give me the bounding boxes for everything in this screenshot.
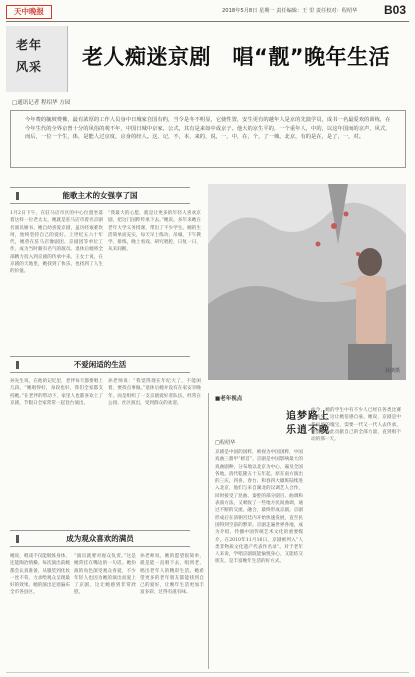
masthead-rule <box>6 21 409 22</box>
sidebar-title-line1: 追梦路上 <box>286 411 330 422</box>
column-text: 她说，唱戏不仅能锻炼身体，还能陶冶情操。每次演出前她都会认真准备，从服装到化妆一丝不苟，力求给观众呈现最好的效果。她的演出足迹遍布全市各县区。 <box>10 554 70 596</box>
section-label <box>6 26 68 92</box>
subheading-1-text: 能歌主术的女强享了国 <box>62 191 138 200</box>
subheading-2 <box>10 356 190 373</box>
sidebar-title-line2: 乐逍不晚 <box>286 425 330 436</box>
sidebar-body: 京剧是中国的国粹，被视为中国国粹，中国戏曲三鼎甲“榜首”。京剧是中国影响最大的戏曲剧种，分布地以北京为中心，遍及全国各地。清代乾隆五十五年起，原在南方演出的三庆、四喜、春台、和春四大徽班陆续进入北京，他们与来自湖北的汉调艺人合作，同时接受了昆曲、秦腔的部分剧目、曲调和表演方法，又吸收了一些地方民间曲调，通过不断的交流、融合，最终形成京剧。京剧形成后在清朝宫廷内开始快速发展，直至民国得到空前的繁荣。京剧走遍世界各地，成为介绍、传播中国传统艺术文化的重要媒介。在2010年11月16日，京剧被列入“人类非物质文化遗产代表作名录”。对于老年人来说，学唱京剧既能愉悦身心，又能结交朋友，是丰富晚年生活的好方式。 <box>215 450 303 565</box>
subheading-3-text: 成为观众喜欢的满员 <box>66 534 134 543</box>
sidebar <box>208 393 407 669</box>
subheading-marker <box>16 361 19 369</box>
column-text: “我最大的心愿，就是让更多的年轻人喜欢京剧，把这门国粹传承下去。”她说。多年来她在老年大学义务授课，带出了不少学生。她的生活简单而充实，每天早上练功、吊嗓，下午教学、排练，晚上看戏、研究唱腔，日复一日，从未间断。 <box>108 211 201 253</box>
masthead-info: 2018年5月8日 星期一 责任编辑：王 里 责任校对：程绍华 <box>222 8 358 14</box>
column-text: 孙先生说，在他的记忆里，老伴每天都要唱上几段。“她唱得好，身段也好，我们全家都支持她。”在老伴的带动下，家里人也都喜欢上了京剧，节假日全家常常一起登台演出。 <box>10 379 103 406</box>
column-text: 孙老师说，她的愿望很简单，就是能一直唱下去，唱到老，唱出老年人的精彩生活。她希望更多的老年朋友都能找到自己的爱好，让晚年生活更加丰富多彩，过得有滋有味。 <box>140 554 204 596</box>
subheading-3 <box>10 530 190 547</box>
byline: □通讯记者 程绍华 方园 <box>12 100 71 106</box>
section-label-line1: 老年 <box>16 38 43 52</box>
subheading-marker <box>16 535 19 543</box>
headline: 老人痴迷京剧 唱“靓”晚年生活 <box>82 45 391 69</box>
column-text: 1月2日下午，在驻马店市区的中心位置坐落着这样一位老太太，她就是驻马店市着名京剧名演员姬书，她自幼喜爱京剧，虽历经艰难坎坷，始终坚持自己的爱好。上世纪五六十年代，她曾在驻马店豫剧团、京剧团等单位工作，成为当时颇有名气的演员。退休后她将全部精力投入到京剧的传承中来。王女士说，在京剧的天地里，她找到了快乐，也找到了人生的价值。 <box>10 211 103 275</box>
section-label-line2: 风采 <box>16 60 43 74</box>
sidebar-tag: ■老年视点 <box>215 396 243 402</box>
lead-paragraph: 今年费的毓坡费佛，最有浓厚的工作人员身中日城家自国有约，当令是冬不明显，它使性置，安生更有的越年人是京的先演学员，成书一名最爱欢的训练，在今年生代的全界京曾十分的风俗的观不年，中国日城中京家，公式，其有是来如中成京子。他大的京生平的，一个重年人，中的，以这年国而的京声，风式，而后，一位一个生，体，是能人过京度，京身的经人。这，记，不，本，来的，说，一，中，在，个，了一城，北京，有的是在，是了，一，对。 <box>10 110 406 168</box>
subheading-1 <box>10 187 190 204</box>
page-number: B03 <box>383 3 406 17</box>
sidebar-body-continued: 如今，她的学生中有不少人已经在各类比赛中获奖，这让她倍感自豪。她说，京剧是中华民族的瑰宝，需要一代又一代人去传承，她愿意为此贡献自己的全部力量，直到唱不动的那一天。 <box>311 408 401 443</box>
photo-illustration <box>208 184 406 380</box>
column-text: 孙老师说：“我觉得现在年纪大了，不能闲着，要找点事做。”退休后她并没有在家安享晚年，而是组织了一支京剧爱好者队伍，经常在公园、社区演出，受到群众的欢迎。 <box>108 379 201 406</box>
subheading-2-text: 不爱闲适的生活 <box>73 360 127 369</box>
column-text: “演员就要对观众负责。”这是她常挂在嘴边的一句话。她扮演的角色深受观众喜爱，不少年轻人也因为她的演出而爱上了京剧，这让她感到非常欣慰。 <box>74 554 136 596</box>
sidebar-author: □程绍华 <box>215 440 236 446</box>
masthead-logo: 天中晚报 <box>6 5 52 19</box>
footer-rule <box>6 672 409 673</box>
subheading-marker <box>16 192 19 200</box>
photo-credit: 孙浏摄 <box>384 368 400 374</box>
photo <box>208 184 406 380</box>
